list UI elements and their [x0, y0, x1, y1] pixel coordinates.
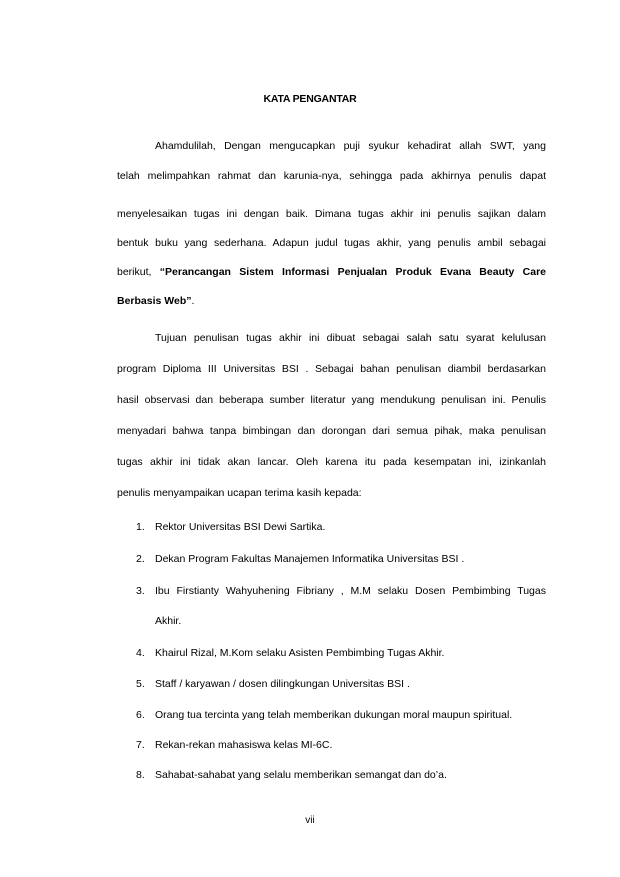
paragraph-2-line-3: hasil observasi dan beberapa sumber literatur yang mendukung penulisan ini. Penulis: [117, 394, 546, 406]
paragraph-1-line-2: telah melimpahkan rahmat dan karunia-nya, sehingga pada akhirnya penulis dapat: [117, 170, 546, 182]
paragraph-1-line-3: menyelesaikan tugas ini dengan baik. Dimana tugas akhir ini penulis sajikan dalam: [117, 208, 546, 220]
list-number: 5.: [136, 678, 145, 690]
list-text: Sahabat-sahabat yang selalu memberikan semangat dan do’a.: [155, 769, 447, 781]
list-text: Khairul Rizal, M.Kom selaku Asisten Pembimbing Tugas Akhir.: [155, 647, 445, 659]
paragraph-1-line-1: Ahamdulilah, Dengan mengucapkan puji syukur kehadirat allah SWT, yang: [155, 140, 546, 152]
list-text: Rekan-rekan mahasiswa kelas MI-6C.: [155, 739, 333, 751]
list-number: 2.: [136, 553, 145, 565]
list-number: 6.: [136, 709, 145, 721]
paragraph-1-line-6: [117, 294, 546, 308]
thesis-title-part-2: Berbasis Web”: [117, 295, 192, 307]
paragraph-2-line-1: Tujuan penulisan tugas akhir ini dibuat sebagai salah satu syarat kelulusan: [155, 332, 546, 344]
paragraph-2-line-6: penulis menyampaikan ucapan terima kasih kepada:: [117, 487, 362, 499]
list-text: Staff / karyawan / dosen dilingkungan Universitas BSI .: [155, 678, 410, 690]
list-number: 1.: [136, 521, 145, 533]
paragraph-1-line-4: bentuk buku yang sederhana. Adapun judul tugas akhir, yang penulis ambil sebagai: [117, 237, 546, 249]
page-number: vii: [305, 815, 315, 826]
paragraph-2-line-4: menyadari bahwa tanpa bimbingan dan dorongan dari semua pihak, maka penulisan: [117, 425, 546, 437]
page-title: KATA PENGANTAR: [263, 93, 357, 105]
list-text: Ibu Firstianty Wahyuhening Fibriany , M.M selaku Dosen Pembimbing Tugas: [155, 585, 546, 597]
paragraph-1-line-5: [117, 265, 546, 279]
list-text: Dekan Program Fakultas Manajemen Informatika Universitas BSI .: [155, 553, 465, 565]
paragraph-2-line-5: tugas akhir ini tidak akan lancar. Oleh karena itu pada kesempatan ini, izinkanlah: [117, 456, 546, 468]
list-text-continuation: Akhir.: [155, 615, 182, 627]
list-text: Orang tua tercinta yang telah memberikan dukungan moral maupun spiritual.: [155, 709, 513, 721]
list-text: Rektor Universitas BSI Dewi Sartika.: [155, 521, 326, 533]
list-number: 8.: [136, 769, 145, 781]
list-number: 7.: [136, 739, 145, 751]
list-number: 4.: [136, 647, 145, 659]
paragraph-1-line-6-suffix: .: [191, 295, 195, 307]
thesis-title-part-1: “Perancangan Sistem Informasi Penjualan Produk Evana Beauty Care: [159, 266, 546, 278]
paragraph-1-line-5-prefix: berikut,: [117, 266, 152, 278]
paragraph-2-line-2: program Diploma III Universitas BSI . Sebagai bahan penulisan diambil berdasarkan: [117, 363, 546, 375]
list-number: 3.: [136, 585, 145, 597]
